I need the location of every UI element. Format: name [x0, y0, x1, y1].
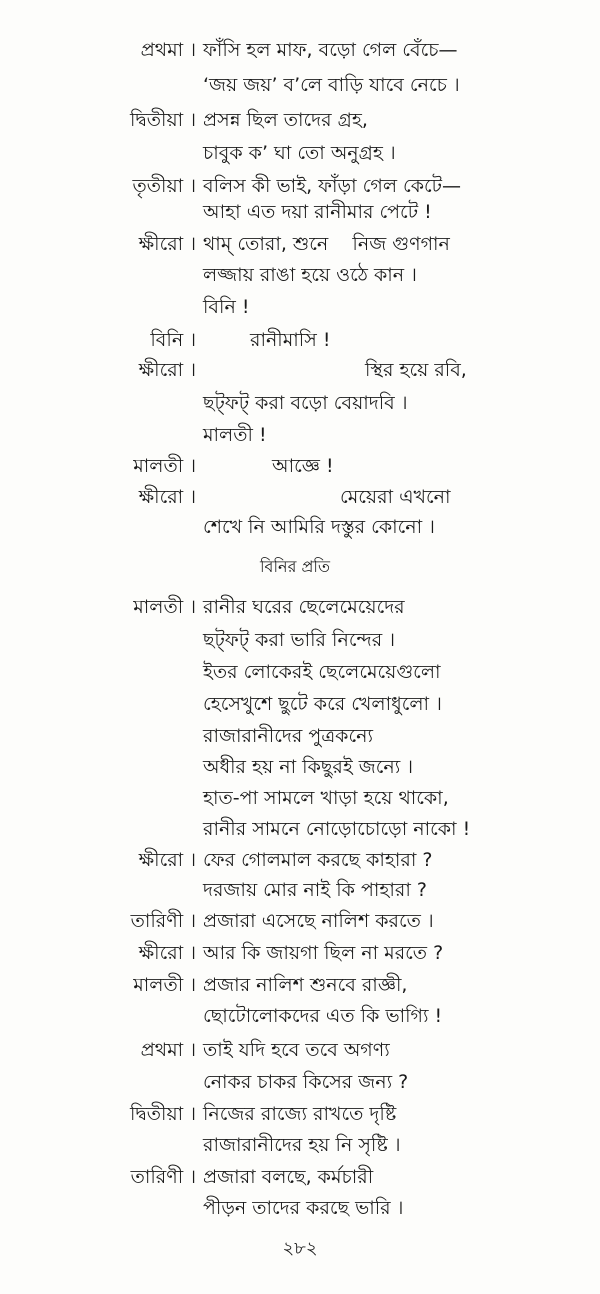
speaker-name: ক্ষীরো ।	[138, 942, 196, 964]
script-line	[0, 625, 600, 655]
script-line	[0, 482, 600, 512]
speaker-name: প্রথমা ।	[140, 1039, 196, 1061]
script-line	[0, 70, 600, 100]
script-line	[0, 814, 600, 844]
dialogue-text: প্রজারা বলছে, কর্মচারী	[203, 1166, 374, 1188]
speaker-name: দ্বিতীয়া ।	[130, 109, 196, 131]
dialogue-text: রানীর সামনে নোড়োচোড়ো নাকো !	[203, 818, 471, 840]
speaker-name: মালতী ।	[133, 974, 196, 996]
speaker-name: দ্বিতীয়া ।	[130, 1103, 196, 1125]
script-line	[0, 325, 600, 355]
dialogue-text: ফাঁসি হল মাফ, বড়ো গেল বেঁচে—	[203, 39, 458, 61]
speaker-name: তৃতীয়া ।	[132, 175, 196, 197]
dialogue-text: শেখে নি আমিরি দস্তুর কোনো ।	[203, 516, 435, 538]
script-line	[0, 689, 600, 719]
script-line	[0, 105, 600, 135]
script-line	[0, 451, 600, 481]
script-line	[0, 260, 600, 290]
dialogue-text: রাজারানীদের হয় নি সৃষ্টি ।	[203, 1134, 401, 1156]
dialogue-text: ছট্‌ফট্‌ করা বড়ো বেয়াদবি ।	[203, 392, 408, 414]
dialogue-text: দরজায় মোর নাই কি পাহারা ?	[203, 879, 427, 901]
script-line	[0, 1035, 600, 1065]
script-line	[0, 1193, 600, 1223]
dialogue-text: ‘জয় জয়’ ব’লে বাড়ি যাবে নেচে ।	[203, 74, 460, 96]
script-line	[0, 938, 600, 968]
stage-direction-text: বিনির প্রতি	[259, 557, 331, 576]
dialogue-text: প্রসন্ন ছিল তাদের গ্রহ,	[203, 109, 368, 131]
dialogue-text: লজ্জায় রাঙা হয়ে ওঠে কান ।	[203, 264, 417, 286]
script-line	[0, 970, 600, 1000]
dialogue-text: নিজের রাজ্যে রাখতে দৃষ্টি	[203, 1103, 397, 1125]
script-line	[0, 1099, 600, 1129]
script-line	[0, 292, 600, 322]
speaker-name: ক্ষীরো ।	[138, 486, 196, 508]
speaker-name: মালতী ।	[133, 455, 196, 477]
dialogue-text: ফের গোলমাল করছে কাহারা ?	[203, 849, 433, 871]
dialogue-text: আর কি জায়গা ছিল না মরতে ?	[203, 942, 444, 964]
script-line	[0, 752, 600, 782]
speaker-name: তারিণী ।	[130, 910, 196, 932]
dialogue-text: বিনি !	[203, 296, 250, 318]
script-line	[0, 229, 600, 259]
page-number: ২৮২	[282, 1238, 318, 1259]
script-line	[0, 721, 600, 751]
speaker-name: মালতী ।	[133, 596, 196, 618]
script-line	[0, 355, 600, 385]
dialogue-text: অধীর হয় না কিছুরই জন্যে ।	[203, 756, 414, 778]
script-line	[0, 592, 600, 622]
script-line	[0, 138, 600, 168]
speaker-name: ক্ষীরো ।	[138, 359, 196, 381]
script-line	[0, 1067, 600, 1097]
dialogue-text: তাই যদি হবে তবে অগণ্য	[203, 1039, 390, 1061]
script-line	[0, 388, 600, 418]
dialogue-text: মেয়েরা এখনো	[340, 486, 451, 508]
dialogue-text: প্রজার নালিশ শুনবে রাজ্ঞী,	[203, 974, 408, 996]
script-line	[0, 512, 600, 542]
script-line	[0, 1130, 600, 1160]
dialogue-text: প্রজারা এসেছে নালিশ করতে ।	[203, 910, 434, 932]
dialogue-text: থাম্‌ তোরা, শুনে নিজ গুণগান	[203, 233, 450, 255]
script-line	[0, 657, 600, 687]
dialogue-text: ইতর লোকেরই ছেলেমেয়েগুলো	[203, 661, 441, 683]
script-line	[0, 35, 600, 65]
script-line	[0, 1001, 600, 1031]
dialogue-text: ছোটোলোকদের এত কি ভাগ্যি !	[203, 1005, 443, 1027]
dialogue-text: মালতী !	[203, 424, 267, 446]
dialogue-text: রানীমাসি !	[250, 329, 331, 351]
dialogue-text: স্থির হয়ে রবি,	[365, 359, 467, 381]
stage-direction	[0, 554, 600, 581]
dialogue-text: ছট্‌ফট্‌ করা ভারি নিন্দের ।	[203, 629, 395, 651]
script-line	[0, 420, 600, 450]
script-line	[0, 906, 600, 936]
dialogue-text: রানীর ঘরের ছেলেমেয়েদের	[203, 596, 405, 618]
dialogue-text: বলিস কী ভাই, ফাঁড়া গেল কেটে—	[203, 175, 462, 197]
dialogue-text: আজ্ঞে !	[272, 455, 334, 477]
script-line	[0, 783, 600, 813]
script-line	[0, 1162, 600, 1192]
speaker-name: প্রথমা ।	[140, 39, 196, 61]
dialogue-text: পীড়ন তাদের করছে ভারি ।	[203, 1197, 404, 1219]
dialogue-text: হেসেখুশে ছুটে করে খেলাধুলো ।	[203, 693, 442, 715]
dialogue-text: চাবুক ক’ ঘা তো অনুগ্রহ ।	[203, 142, 396, 164]
speaker-name: বিনি ।	[150, 329, 196, 351]
speaker-name: ক্ষীরো ।	[138, 849, 196, 871]
script-line	[0, 845, 600, 875]
dialogue-text: রাজারানীদের পুত্রকন্যে	[203, 725, 373, 747]
script-line	[0, 875, 600, 905]
dialogue-text: আহা এত দয়া রানীমার পেটে !	[203, 201, 432, 223]
dialogue-text: নোকর চাকর কিসের জন্য ?	[203, 1071, 409, 1093]
dialogue-text: হাত-পা সামলে খাড়া হয়ে থাকো,	[203, 787, 449, 809]
speaker-name: ক্ষীরো ।	[138, 233, 196, 255]
script-line	[0, 197, 600, 227]
speaker-name: তারিণী ।	[130, 1166, 196, 1188]
